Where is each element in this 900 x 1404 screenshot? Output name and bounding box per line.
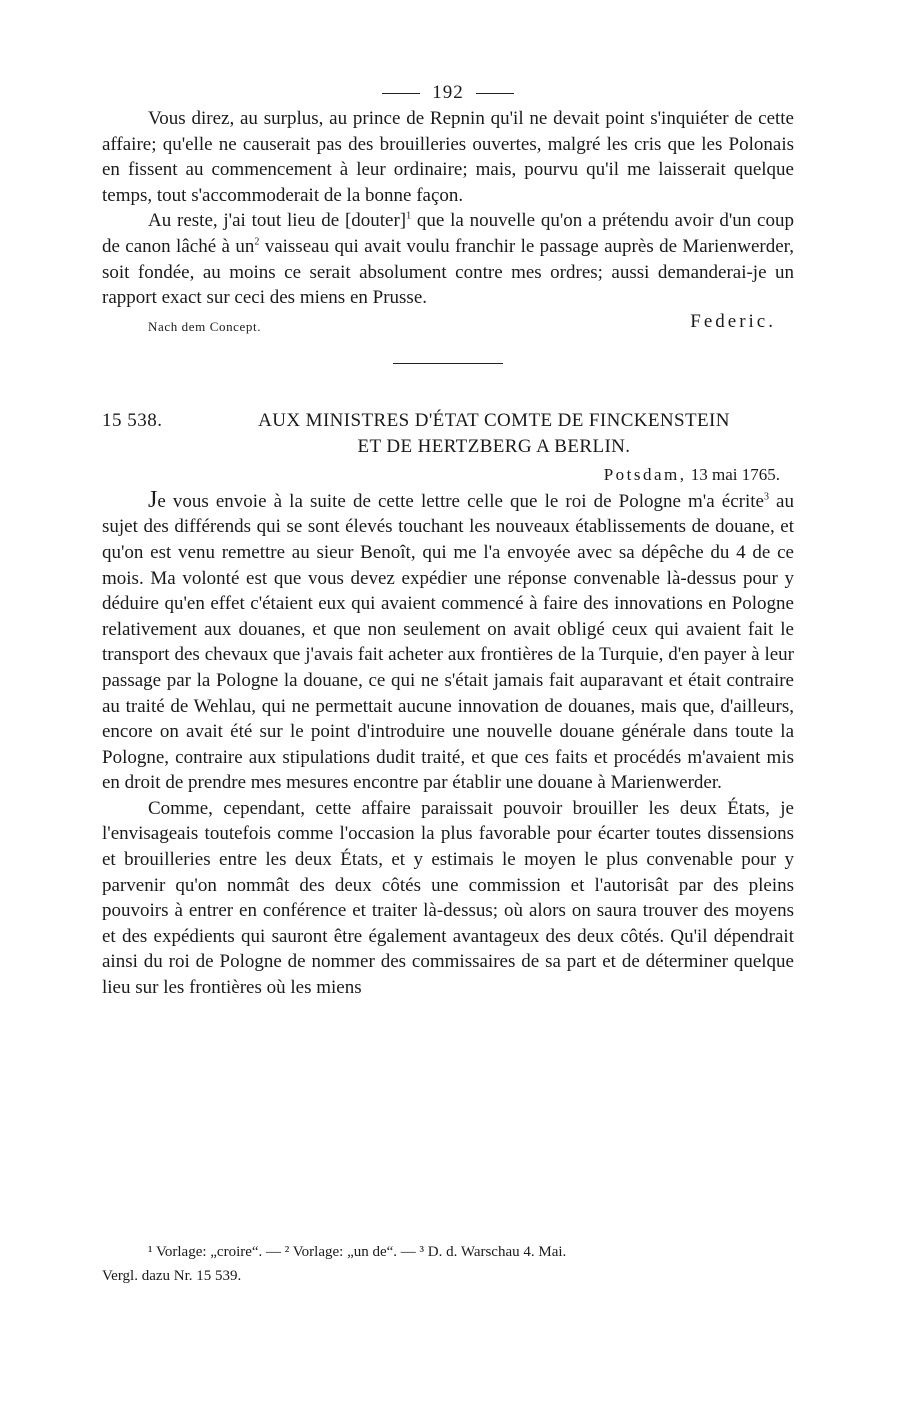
dateline — [102, 462, 794, 488]
footnote-marker-3: 3 — [763, 491, 769, 503]
page-header — [102, 80, 794, 106]
header-dash-left — [382, 93, 420, 94]
letter-paragraph-2-part-c: vaisseau qui avait voulu franchir le passage auprès de Marienwerder, soit fondée, au moins ce serait absolument contre mes ordres; aussi demanderai-je un rapport exact sur ceci des miens en Prusse. — [102, 235, 794, 309]
letter-paragraph-2-part-b: que la nouvelle qu'on a prétendu avoir d'un coup de canon lâché à un — [102, 210, 794, 257]
section-divider — [393, 363, 503, 364]
document-paragraph-2: Comme, cependant, cette affaire paraissait pouvoir brouiller les deux États, je l'envisageais toutefois comme l'occasion la plus favorable pour écarter toutes dissensions et brouilleries entre les deux États, et y estimais le moyen le plus convenable pour y parvenir qu'on nommât des deux côtés une commission et l'autorisât par des pleins pouvoirs à entrer en conférence et traiter là-dessus; où alors on saura trouver des moyens et des expédients qui sauront être également avantageux des deux côtés. Qu'il dépendrait ainsi du roi de Pologne de nommer des commissaires de sa part et de déterminer quelque lieu sur les frontières où les miens — [102, 797, 794, 999]
document-number: 15 538. — [102, 409, 163, 431]
closing-row — [102, 311, 794, 337]
footnote-marker-1: 1 — [406, 211, 412, 223]
footnote-line-2: Vergl. dazu Nr. 15 539. — [102, 1268, 242, 1284]
dateline-date: 13 mai 1765. — [690, 464, 780, 484]
initial-letter: J — [148, 486, 158, 513]
document-paragraph-1-part-a: e vous envoie à la suite de cette lettre celle que le roi de Pologne m'a écrite — [157, 490, 764, 512]
source-note: Nach dem Concept. — [148, 318, 262, 334]
footnotes — [102, 1240, 794, 1288]
document-title-line-1: AUX MINISTRES D'ÉTAT COMTE DE FINCKENSTEIN — [258, 409, 730, 431]
letter-paragraph-2 — [102, 208, 794, 310]
page-body — [102, 80, 794, 1001]
document-paragraph-1-part-b: au sujet des différends qui se sont élevés touchant les nouveaux établissements de douane, et qu'on est venu remettre au sieur Benoît, qui me l'a envoyée avec sa dépêche du 4 de ce mois. Ma volonté est que vous devez expédier une réponse convenable là-dessus pour y déduire qu'en effet c'étaient eux qui avaient commencé à faire des innovations en Pologne relativement aux douanes, et que non seulement on avait obligé ceux qui avaient fait le transport des chevaux que j'avais fait acheter aux frontières de la Turquie, d'en payer à leur passage par la Pologne la douane, ce qui ne s'était jamais fait auparavant et était contraire au traité de Wehlau, qui ne permettait aucune innovation de douanes, mais que, d'ailleurs, encore on avait été sur le point d'introduire une nouvelle douane générale dans toute la Pologne, contraire aux stipulations dudit traité, et que ces faits et procédés m'avaient mis en droit de prendre mes mesures encontre par établir une douane à Marienwerder. — [102, 490, 794, 794]
footnote-marker-2: 2 — [254, 236, 260, 248]
document-heading — [102, 408, 794, 460]
signature: Federic. — [690, 310, 776, 332]
footnote-line-1: ¹ Vorlage: „croire“. — ² Vorlage: „un de“. — ³ D. d. Warschau 4. Mai. — [148, 1244, 567, 1260]
header-dash-right — [476, 93, 514, 94]
dateline-place: Potsdam, — [603, 464, 687, 484]
letter-paragraph-1: Vous direz, au surplus, au prince de Repnin qu'il ne devait point s'inquiéter de cette affaire; qu'elle ne causerait pas des brouilleries ouvertes, malgré les cris que les Polonais en fissent au commencement à leur ordinaire; mais, pourvu qu'il me laisserait quelque temps, tout s'accommoderait de la bonne façon. — [102, 108, 794, 206]
letter-paragraph-2-part-a: Au reste, j'ai tout lieu de [douter] — [148, 210, 407, 232]
page-number: 192 — [432, 82, 464, 103]
document-title-line-2: ET DE HERTZBERG A BERLIN. — [357, 435, 631, 457]
document-paragraph-1 — [102, 488, 794, 796]
